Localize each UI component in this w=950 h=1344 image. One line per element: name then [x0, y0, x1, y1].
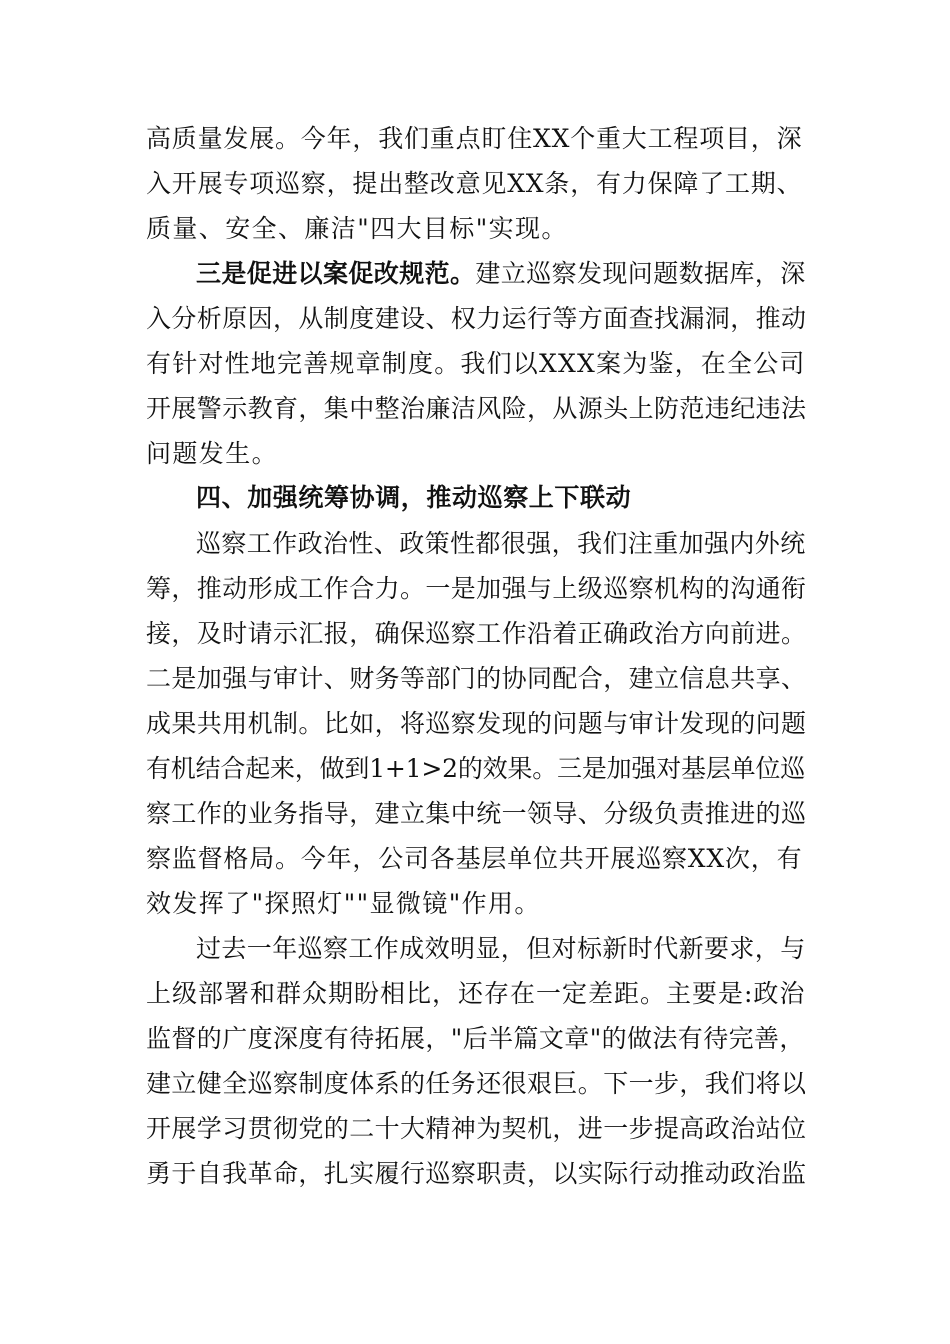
- body-text-line: 问题发生。: [146, 439, 279, 468]
- body-text-line: 接，及时请示汇报，确保巡察工作沿着正确政治方向前进。: [146, 619, 807, 648]
- body-text-line: 开展学习贯彻党的二十大精神为契机，进一步提高政治站位: [146, 1114, 807, 1143]
- body-text-line: 过去一年巡察工作成效明显，但对标新时代新要求，与: [196, 934, 806, 963]
- body-text-span: 建立巡察发现问题数据库，深: [475, 259, 806, 288]
- body-text-line: 效发挥了"探照灯""显微镜"作用。: [146, 889, 541, 918]
- body-text-line: 筹，推动形成工作合力。一是加强与上级巡察机构的沟通衔: [146, 574, 807, 603]
- body-text-line: 成果共用机制。比如，将巡察发现的问题与审计发现的问题: [146, 709, 807, 738]
- body-text-line: 察工作的业务指导，建立集中统一领导、分级负责推进的巡: [146, 799, 807, 828]
- body-text-line: 有机结合起来，做到1+1>2的效果。三是加强对基层单位巡: [146, 754, 806, 783]
- paragraph-lead: 三是促进以案促改规范。: [196, 259, 476, 288]
- body-text-line: 察监督格局。今年，公司各基层单位共开展巡察XX次，有: [146, 844, 803, 873]
- section-heading: 四、加强统筹协调，推动巡察上下联动: [196, 483, 632, 512]
- body-text-line: 入开展专项巡察，提出整改意见XX条，有力保障了工期、: [146, 169, 803, 198]
- body-text-line: 入分析原因，从制度建设、权力运行等方面查找漏洞，推动: [146, 304, 807, 333]
- body-text-line: 巡察工作政治性、政策性都很强，我们注重加强内外统: [196, 529, 806, 558]
- body-text-line: 开展警示教育，集中整治廉洁风险，从源头上防范违纪违法: [146, 394, 807, 423]
- body-text-line: 有针对性地完善规章制度。我们以XXX案为鉴，在全公司: [146, 349, 806, 378]
- body-text-line: 质量、安全、廉洁"四大目标"实现。: [146, 214, 568, 243]
- paragraph-line: [196, 259, 806, 289]
- body-text-line: 上级部署和群众期盼相比，还存在一定差距。主要是:政治: [146, 979, 806, 1008]
- body-text-line: 建立健全巡察制度体系的任务还很艰巨。下一步，我们将以: [146, 1069, 807, 1098]
- body-text-line: 二是加强与审计、财务等部门的协同配合，建立信息共享、: [146, 664, 807, 693]
- body-text-line: 高质量发展。今年，我们重点盯住XX个重大工程项目，深: [146, 124, 803, 153]
- body-text-line: 勇于自我革命，扎实履行巡察职责，以实际行动推动政治监: [146, 1159, 807, 1188]
- body-text-line: 监督的广度深度有待拓展，"后半篇文章"的做法有待完善，: [146, 1024, 805, 1053]
